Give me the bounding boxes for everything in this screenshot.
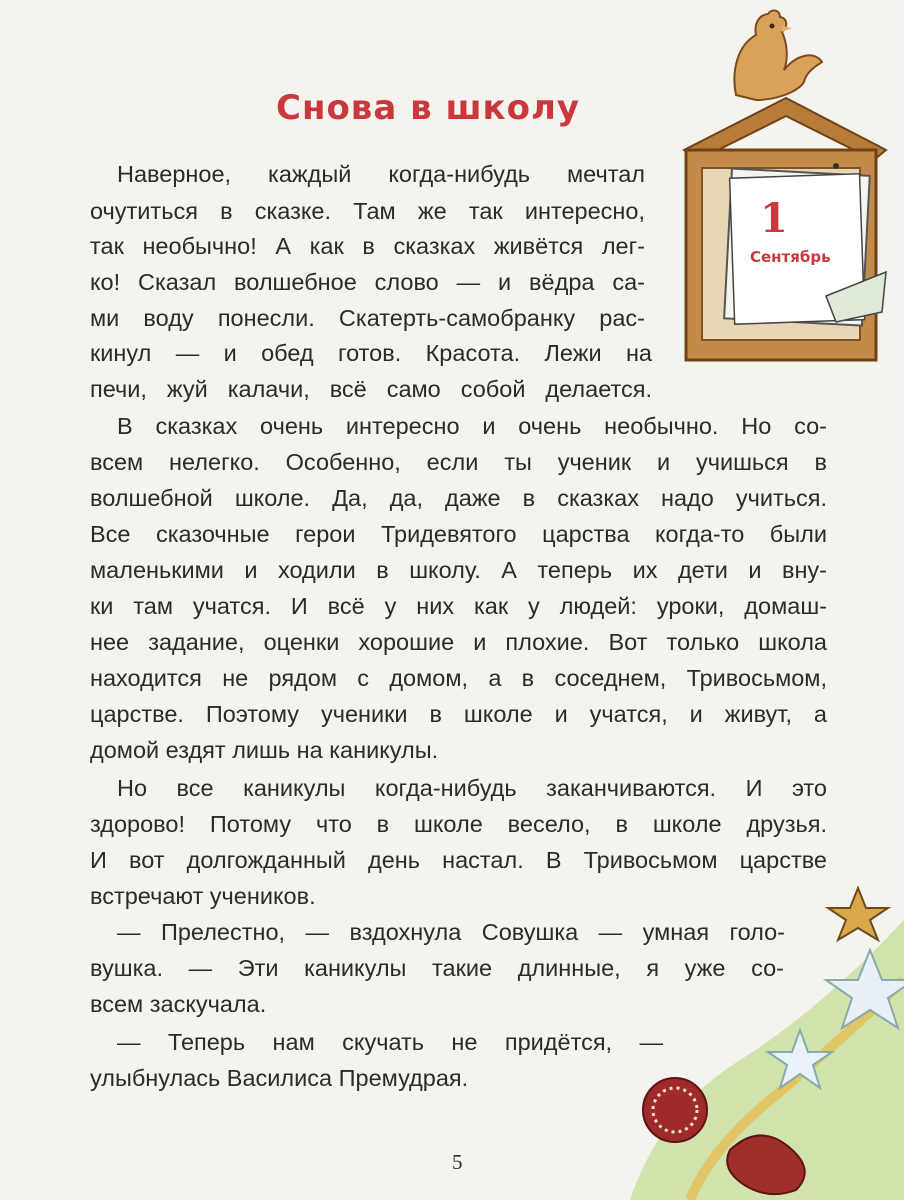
text-line: ко! Сказал волшебное слово — и вёдра са- [90, 269, 645, 295]
text-line: так необычно! А как в сказках живётся лег- [90, 233, 645, 259]
page-title: Снова в школу [276, 88, 581, 128]
calendar-house-illustration [676, 0, 896, 370]
text-line: здорово! Потому что в школе весело, в школе друзья. [90, 811, 827, 837]
rooster-icon [734, 10, 822, 100]
text-line: всем заскучала. [90, 991, 267, 1017]
text-line: ми воду понесли. Скатерть-самобранку рас- [90, 305, 645, 331]
text-line: кинул — и обед готов. Красота. Лежи на [90, 340, 652, 366]
text-line: Все сказочные герои Тридевятого царства когда-то были [90, 521, 827, 547]
text-line: ки там учатся. И всё у них как у людей: уроки, домаш- [90, 593, 827, 619]
text-line: И вот долгожданный день настал. В Тривосьмом царстве [90, 847, 827, 873]
page-number: 5 [452, 1150, 463, 1174]
text-line: В сказках очень интересно и очень необычно. Но со- [117, 413, 827, 439]
text-line: маленькими и ходили в школу. А теперь их дети и вну- [90, 557, 827, 583]
star-icon [828, 888, 888, 940]
text-line: нее задание, оценки хорошие и плохие. Вот только школа [90, 629, 827, 655]
text-line: Наверное, каждый когда-нибудь мечтал [117, 161, 645, 187]
text-line: находится не рядом с домом, а в соседнем, Тривосьмом, [90, 665, 827, 691]
text-line: всем нелегко. Особенно, если ты ученик и учишься в [90, 449, 827, 475]
text-line: очутиться в сказке. Там же так интересно, [90, 198, 645, 224]
text-line: — Прелестно, — вздохнула Совушка — умная голо- [117, 919, 785, 945]
text-line: царстве. Поэтому ученики в школе и учатся, и живут, а [90, 701, 827, 727]
text-line: домой ездят лишь на каникулы. [90, 737, 439, 763]
text-line: печи, жуй калачи, всё само собой делается. [90, 376, 652, 402]
calendar-month: Сентябрь [750, 248, 831, 266]
text-line: волшебной школе. Да, да, даже в сказках надо учиться. [90, 485, 827, 511]
text-line: вушка. — Эти каникулы такие длинные, я уже со- [90, 955, 784, 981]
text-line: Но все каникулы когда-нибудь заканчиваются. И это [117, 775, 827, 801]
calendar-day: 1 [760, 195, 788, 242]
text-line: — Теперь нам скучать не придётся, — [117, 1029, 663, 1055]
text-line: улыбнулась Василиса Премудрая. [90, 1065, 469, 1091]
text-line: встречают учеников. [90, 883, 316, 909]
